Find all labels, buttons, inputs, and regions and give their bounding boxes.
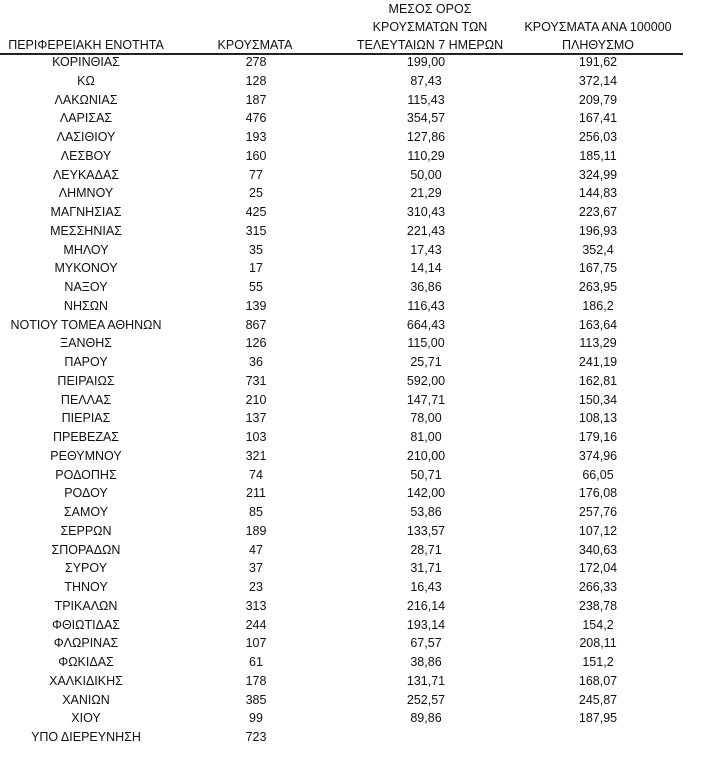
table-row xyxy=(0,653,720,672)
cases-cell: 77 xyxy=(249,167,263,182)
region-cell: ΛΑΣΙΘΙΟΥ xyxy=(56,130,116,144)
avg7-cell: 50,71 xyxy=(410,467,442,482)
table-row xyxy=(0,466,720,485)
region-cell: ΦΛΩΡΙΝΑΣ xyxy=(53,636,119,651)
per100k-cell: 245,87 xyxy=(578,692,618,707)
table-row xyxy=(0,428,720,447)
table-row xyxy=(0,203,720,222)
avg7-cell: 210,00 xyxy=(406,448,446,463)
avg7-cell: 36,86 xyxy=(410,280,442,294)
region-cell: ΧΑΛΚΙΔΙΚΗΣ xyxy=(49,673,123,688)
per100k-cell: 187,95 xyxy=(578,711,618,726)
table-row xyxy=(0,222,720,241)
region-cell: ΠΙΕΡΙΑΣ xyxy=(61,411,111,426)
region-cell: ΡΟΔΟΥ xyxy=(64,486,108,501)
avg7-cell: 216,14 xyxy=(406,598,446,613)
region-cell: ΚΟΡΙΝΘΙΑΣ xyxy=(52,55,120,69)
per100k-cell: 167,41 xyxy=(578,111,618,126)
per100k-cell: 238,78 xyxy=(578,598,618,613)
per100k-cell: 186,2 xyxy=(582,298,614,313)
header-region xyxy=(0,36,172,54)
region-cell: ΣΕΡΡΩΝ xyxy=(60,523,112,538)
per100k-cell: 196,93 xyxy=(578,223,618,238)
per100k-cell: 340,63 xyxy=(578,542,618,557)
cases-cell: 193 xyxy=(245,130,267,144)
avg7-cell: 21,29 xyxy=(410,186,442,201)
cases-cell: 278 xyxy=(245,55,267,69)
cases-table-body xyxy=(0,53,720,747)
avg7-cell: 310,43 xyxy=(406,205,446,219)
header-avg7-line2: ΚΡΟΥΣΜΑΤΩΝ ΤΩΝ xyxy=(372,20,488,34)
cases-cell: 315 xyxy=(245,223,267,238)
avg7-cell: 252,57 xyxy=(406,692,446,707)
cases-cell: 178 xyxy=(245,673,267,688)
avg7-cell: 67,57 xyxy=(410,636,442,651)
cases-cell: 61 xyxy=(249,655,263,669)
avg7-cell: 25,71 xyxy=(410,355,442,369)
avg7-cell: 53,86 xyxy=(410,505,442,519)
cases-cell: 321 xyxy=(245,448,267,463)
per100k-cell: 154,2 xyxy=(582,617,614,632)
avg7-cell: 221,43 xyxy=(406,223,446,238)
table-row xyxy=(0,484,720,503)
avg7-cell: 199,00 xyxy=(406,55,446,69)
cases-cell: 99 xyxy=(249,711,263,726)
table-row xyxy=(0,334,720,353)
avg7-cell: 664,43 xyxy=(406,317,446,332)
avg7-cell: 50,00 xyxy=(410,167,442,182)
per100k-cell: 241,19 xyxy=(578,355,618,369)
region-cell: ΛΗΜΝΟΥ xyxy=(58,186,114,201)
region-cell: ΧΑΝΙΩΝ xyxy=(62,692,110,707)
table-row xyxy=(0,541,720,560)
cases-cell: 74 xyxy=(249,467,263,482)
region-cell: ΠΕΛΛΑΣ xyxy=(60,392,112,407)
per100k-cell: 185,11 xyxy=(579,148,617,163)
header-avg7-line3: ΤΕΛΕΥΤΑΙΩΝ 7 ΗΜΕΡΩΝ xyxy=(356,38,504,52)
per100k-cell: 172,04 xyxy=(578,561,618,576)
region-cell: ΝΟΤΙΟΥ ΤΟΜΕΑ ΑΘΗΝΩΝ xyxy=(10,317,162,332)
table-row xyxy=(0,297,720,316)
region-cell: ΞΑΝΘΗΣ xyxy=(60,336,112,351)
table-row xyxy=(0,259,720,278)
region-cell: ΜΕΣΣΗΝΙΑΣ xyxy=(50,223,122,238)
header-per100k-line1: ΚΡΟΥΣΜΑΤΑ ΑΝΑ 100000 xyxy=(524,20,672,34)
avg7-cell: 110,29 xyxy=(407,148,445,163)
avg7-cell: 87,43 xyxy=(410,73,442,88)
avg7-cell: 354,57 xyxy=(406,111,446,126)
region-cell: ΝΗΣΩΝ xyxy=(63,298,109,313)
cases-cell: 107 xyxy=(245,636,267,651)
header-avg7 xyxy=(342,0,518,54)
cases-cell: 35 xyxy=(249,242,263,257)
cases-cell: 210 xyxy=(245,392,267,407)
region-cell: ΛΑΡΙΣΑΣ xyxy=(59,111,113,126)
cases-cell: 723 xyxy=(245,730,267,744)
table-row xyxy=(0,728,720,747)
region-cell: ΡΕΘΥΜΝΟΥ xyxy=(50,448,122,463)
header-per100k-line2: ΠΛΗΘΥΣΜΟ xyxy=(562,38,634,52)
table-row xyxy=(0,147,720,166)
region-cell: ΜΥΚΟΝΟΥ xyxy=(54,261,118,276)
avg7-cell: 31,71 xyxy=(410,561,442,576)
per100k-cell: 144,83 xyxy=(578,186,618,201)
avg7-cell: 115,43 xyxy=(407,92,445,107)
table-row xyxy=(0,353,720,372)
table-row xyxy=(0,522,720,541)
per100k-cell: 256,03 xyxy=(578,130,618,144)
region-cell: ΠΑΡΟΥ xyxy=(64,355,108,369)
region-cell: ΦΘΙΩΤΙΔΑΣ xyxy=(51,617,121,632)
per100k-cell: 179,16 xyxy=(578,430,618,444)
avg7-cell: 116,43 xyxy=(407,298,445,313)
table-row xyxy=(0,184,720,203)
table-row xyxy=(0,672,720,691)
avg7-cell: 142,00 xyxy=(406,486,446,501)
region-cell: ΣΠΟΡΑΔΩΝ xyxy=(51,542,121,557)
avg7-cell: 592,00 xyxy=(406,373,446,388)
per100k-cell: 162,81 xyxy=(578,373,618,388)
table-row xyxy=(0,559,720,578)
region-cell: ΛΕΥΚΑΔΑΣ xyxy=(52,167,120,182)
header-avg7-line1: ΜΕΣΟΣ ΟΡΟΣ xyxy=(388,2,472,16)
table-row xyxy=(0,372,720,391)
region-cell: ΛΕΣΒΟΥ xyxy=(60,148,112,163)
avg7-cell: 115,00 xyxy=(407,336,445,351)
per100k-cell: 374,96 xyxy=(578,448,618,463)
per100k-cell: 209,79 xyxy=(578,92,618,107)
region-cell: ΡΟΔΟΠΗΣ xyxy=(55,467,117,482)
region-cell: ΤΡΙΚΑΛΩΝ xyxy=(54,598,118,613)
cases-cell: 126 xyxy=(245,336,267,351)
per100k-cell: 151,2 xyxy=(582,655,614,669)
per100k-cell: 66,05 xyxy=(582,467,614,482)
cases-cell: 867 xyxy=(245,317,267,332)
avg7-cell: 81,00 xyxy=(410,430,442,444)
cases-cell: 476 xyxy=(245,111,267,126)
per100k-cell: 266,33 xyxy=(578,580,618,594)
per100k-cell: 113,29 xyxy=(579,336,617,351)
region-cell: ΦΩΚΙΔΑΣ xyxy=(58,655,114,669)
cases-cell: 37 xyxy=(249,561,263,576)
table-row xyxy=(0,391,720,410)
avg7-cell: 16,43 xyxy=(410,580,442,594)
header-cases xyxy=(200,36,310,54)
region-cell: ΥΠΟ ΔΙΕΡΕΥΝΗΣΗ xyxy=(31,730,141,744)
cases-cell: 160 xyxy=(245,148,267,163)
region-cell: ΠΕΙΡΑΙΩΣ xyxy=(57,373,115,388)
cases-cell: 731 xyxy=(245,373,267,388)
table-row xyxy=(0,634,720,653)
table-row xyxy=(0,109,720,128)
per100k-cell: 176,08 xyxy=(578,486,618,501)
cases-cell: 36 xyxy=(249,355,263,369)
per100k-cell: 372,14 xyxy=(578,73,618,88)
per100k-cell: 108,13 xyxy=(578,411,618,426)
avg7-cell: 78,00 xyxy=(410,411,442,426)
per100k-cell: 223,67 xyxy=(578,205,618,219)
table-row xyxy=(0,241,720,260)
cases-cell: 55 xyxy=(249,280,263,294)
region-cell: ΤΗΝΟΥ xyxy=(64,580,108,594)
table-row xyxy=(0,503,720,522)
cases-cell: 211 xyxy=(246,486,266,501)
per100k-cell: 107,12 xyxy=(578,523,618,538)
cases-cell: 139 xyxy=(245,298,267,313)
region-cell: ΜΑΓΝΗΣΙΑΣ xyxy=(50,205,122,219)
table-row xyxy=(0,72,720,91)
per100k-cell: 208,11 xyxy=(579,636,617,651)
cases-cell: 425 xyxy=(245,205,267,219)
table-row xyxy=(0,447,720,466)
cases-cell: 313 xyxy=(245,598,267,613)
table-row xyxy=(0,691,720,710)
avg7-cell: 38,86 xyxy=(410,655,442,669)
avg7-cell: 28,71 xyxy=(410,542,442,557)
cases-cell: 25 xyxy=(249,186,263,201)
table-row xyxy=(0,409,720,428)
cases-cell: 17 xyxy=(249,261,263,276)
avg7-cell: 14,14 xyxy=(410,261,442,276)
table-row xyxy=(0,166,720,185)
per100k-cell: 324,99 xyxy=(578,167,618,182)
cases-cell: 23 xyxy=(249,580,263,594)
cases-cell: 103 xyxy=(245,430,267,444)
table-row xyxy=(0,578,720,597)
region-cell: ΛΑΚΩΝΙΑΣ xyxy=(54,92,118,107)
cases-cell: 47 xyxy=(249,542,263,557)
table-row xyxy=(0,597,720,616)
avg7-cell: 147,71 xyxy=(406,392,446,407)
region-cell: ΣΑΜΟΥ xyxy=(63,505,109,519)
per100k-cell: 150,34 xyxy=(578,392,618,407)
avg7-cell: 127,86 xyxy=(406,130,446,144)
header-per100k xyxy=(510,18,686,54)
region-cell: ΝΑΞΟΥ xyxy=(64,280,108,294)
cases-cell: 244 xyxy=(245,617,267,632)
region-cell: ΣΥΡΟΥ xyxy=(64,561,108,576)
cases-cell: 85 xyxy=(249,505,263,519)
table-row xyxy=(0,278,720,297)
region-cell: ΚΩ xyxy=(77,73,95,88)
region-cell: ΜΗΛΟΥ xyxy=(63,242,109,257)
avg7-cell: 193,14 xyxy=(406,617,446,632)
per100k-cell: 191,62 xyxy=(578,55,618,69)
table-row xyxy=(0,128,720,147)
header-cases-label: ΚΡΟΥΣΜΑΤΑ xyxy=(217,38,293,52)
table-row xyxy=(0,316,720,335)
cases-cell: 128 xyxy=(245,73,267,88)
header-region-label: ΠΕΡΙΦΕΡΕΙΑΚΗ ΕΝΟΤΗΤΑ xyxy=(8,38,164,52)
per100k-cell: 263,95 xyxy=(578,280,618,294)
table-row xyxy=(0,53,720,72)
avg7-cell: 131,71 xyxy=(406,673,446,688)
per100k-cell: 168,07 xyxy=(578,673,618,688)
cases-cell: 385 xyxy=(245,692,267,707)
per100k-cell: 163,64 xyxy=(578,317,618,332)
table-row xyxy=(0,709,720,728)
cases-cell: 187 xyxy=(245,92,267,107)
avg7-cell: 89,86 xyxy=(410,711,442,726)
per100k-cell: 167,75 xyxy=(578,261,618,276)
cases-cell: 137 xyxy=(245,411,267,426)
region-cell: ΧΙΟΥ xyxy=(71,711,101,726)
per100k-cell: 257,76 xyxy=(578,505,618,519)
avg7-cell: 133,57 xyxy=(406,523,446,538)
per100k-cell: 352,4 xyxy=(582,242,614,257)
table-row xyxy=(0,616,720,635)
cases-cell: 189 xyxy=(245,523,267,538)
table-row xyxy=(0,91,720,110)
avg7-cell: 17,43 xyxy=(410,242,442,257)
region-cell: ΠΡΕΒΕΖΑΣ xyxy=(52,430,120,444)
